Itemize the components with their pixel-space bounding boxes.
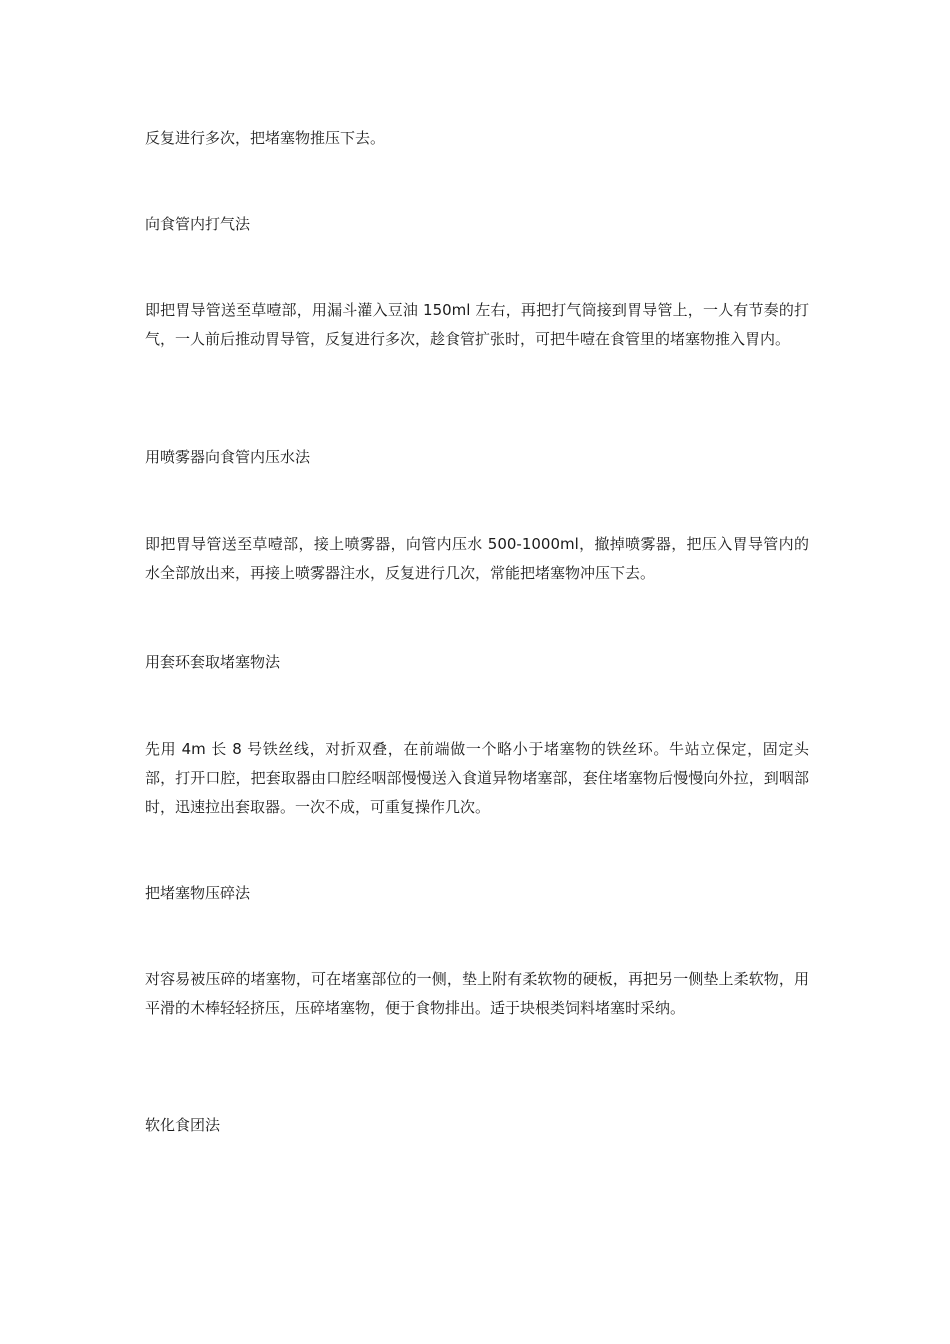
paragraph-air-pump-method: 即把胃导管送至草噎部，用漏斗灌入豆油 150ml 左右，再把打气筒接到胃导管上，一人有节奏的打气，一人前后推动胃导管，反复进行多次，趁食管扩张时，可把牛噎在食管里的堵塞物推入胃内。 bbox=[145, 301, 809, 348]
paragraph-push-down: 反复进行多次，把堵塞物推压下去。 bbox=[145, 129, 386, 147]
heading-crush-method: 把堵塞物压碎法 bbox=[145, 884, 251, 902]
paragraph-sprayer-method: 即把胃导管送至草噎部，接上喷雾器，向管内压水 500-1000ml，撤掉喷雾器，把压入胃导管内的水全部放出来，再接上喷雾器注水，反复进行几次，常能把堵塞物冲压下去。 bbox=[145, 535, 809, 582]
heading-sprayer-method: 用喷雾器向食管内压水法 bbox=[145, 448, 311, 466]
paragraph-loop-method: 先用 4m 长 8 号铁丝线，对折双叠，在前端做一个略小于堵塞物的铁丝环。牛站立保定，固定头部，打开口腔，把套取器由口腔经咽部慢慢送入食道异物堵塞部，套住堵塞物后慢慢向外拉，到咽部时，迅速拉出套取器。一次不成，可重复操作几次。 bbox=[145, 740, 809, 816]
heading-loop-method: 用套环套取堵塞物法 bbox=[145, 653, 281, 671]
heading-soften-method: 软化食团法 bbox=[145, 1116, 221, 1134]
heading-air-pump-method: 向食管内打气法 bbox=[145, 215, 251, 233]
paragraph-crush-method: 对容易被压碎的堵塞物，可在堵塞部位的一侧，垫上附有柔软物的硬板，再把另一侧垫上柔软物，用平滑的木棒轻轻挤压，压碎堵塞物，便于食物排出。适于块根类饲料堵塞时采纳。 bbox=[145, 970, 809, 1017]
